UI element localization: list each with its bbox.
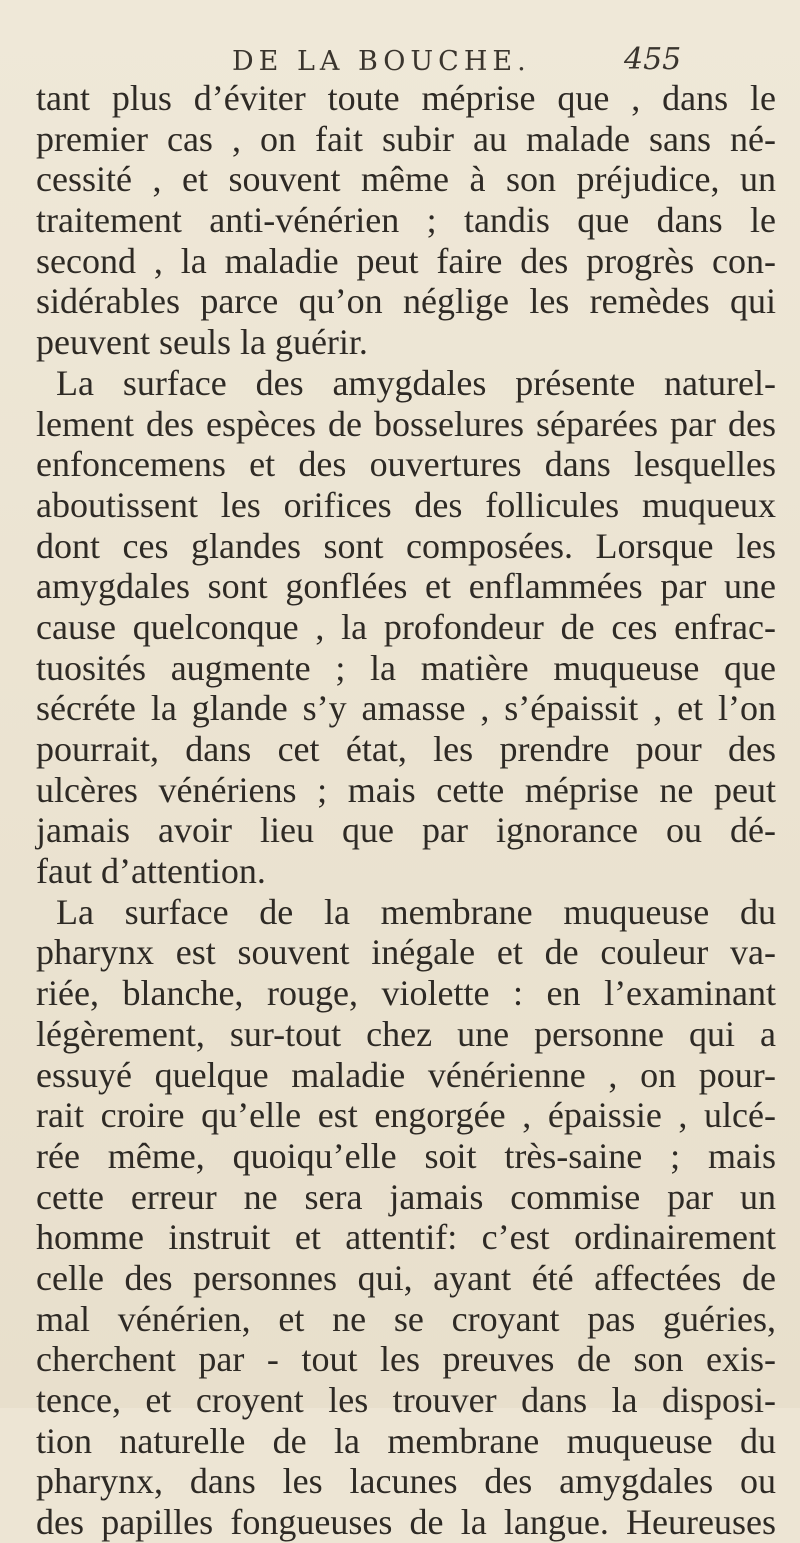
text-line: tant plus d’éviter toute méprise que , dans le — [36, 78, 776, 118]
paragraph-start-line: La surface de la membrane muqueuse du — [56, 891, 776, 932]
text-line: rée même, quoiqu’elle soit très-saine ; mais — [36, 1135, 776, 1176]
text-line: sécréte la glande s’y amasse , s’épaissit , et l’on — [36, 688, 776, 729]
text-line: pharynx, dans les lacunes des amygdales ou — [36, 1461, 776, 1502]
text-line: aboutissent les orifices des follicules muqueux — [36, 484, 776, 525]
text-line: essuyé quelque maladie vénérienne , on pour- — [36, 1054, 776, 1095]
text-line: cette erreur ne sera jamais commise par un — [36, 1176, 776, 1217]
text-line: enfoncemens et des ouvertures dans lesquelles — [36, 444, 776, 485]
paragraph-start-line: La surface des amygdales présente naturel- — [56, 362, 776, 403]
text-line: cause quelconque , la profondeur de ces enfrac- — [36, 606, 776, 647]
text-line: tuosités augmente ; la matière muqueuse que — [36, 647, 776, 688]
running-head: DE LA BOUCHE. — [232, 46, 531, 77]
text-line: amygdales sont gonflées et enflammées par une — [36, 566, 776, 607]
text-line: cessité , et souvent même à son préjudice, un — [36, 159, 776, 200]
text-line: rait croire qu’elle est engorgée , épaissie , ulcé- — [36, 1095, 776, 1136]
text-line: pharynx est souvent inégale et de couleur va- — [36, 932, 776, 973]
text-line: peuvent seuls la guérir. — [36, 322, 368, 363]
text-line: cherchent par - tout les preuves de son exis- — [36, 1339, 776, 1380]
text-line: riée, blanche, rouge, violette : en l’examinant — [36, 973, 776, 1014]
text-line: tence, et croyent les trouver dans la disposi- — [36, 1380, 776, 1420]
text-line: homme instruit et attentif: c’est ordinairement — [36, 1217, 776, 1258]
text-line: mal vénérien, et ne se croyant pas guéries, — [36, 1298, 776, 1339]
text-line: tion naturelle de la membrane muqueuse du — [36, 1420, 776, 1461]
text-line: des papilles fongueuses de la langue. Heureuses — [36, 1502, 776, 1543]
text-line: pourrait, dans cet état, les prendre pour des — [36, 729, 776, 769]
text-line: ulcères vénériens ; mais cette méprise ne peut — [36, 769, 776, 810]
text-line: faut d’attention. — [36, 851, 266, 892]
body-text — [36, 78, 776, 1543]
text-line: lement des espèces de bosselures séparées par des — [36, 403, 776, 444]
page-number: 455 — [624, 42, 682, 77]
text-line: sidérables parce qu’on néglige les remèdes qui — [36, 281, 776, 322]
text-line: second , la maladie peut faire des progrès con- — [36, 240, 776, 281]
text-line: jamais avoir lieu que par ignorance ou dé- — [36, 810, 776, 851]
text-line: premier cas , on fait subir au malade sans né- — [36, 118, 776, 159]
text-line: légèrement, sur-tout chez une personne qui a — [36, 1013, 776, 1054]
text-line: traitement anti-vénérien ; tandis que dans le — [36, 200, 776, 241]
text-line: celle des personnes qui, ayant été affectées de — [36, 1257, 776, 1298]
text-line: dont ces glandes sont composées. Lorsque les — [36, 525, 776, 566]
